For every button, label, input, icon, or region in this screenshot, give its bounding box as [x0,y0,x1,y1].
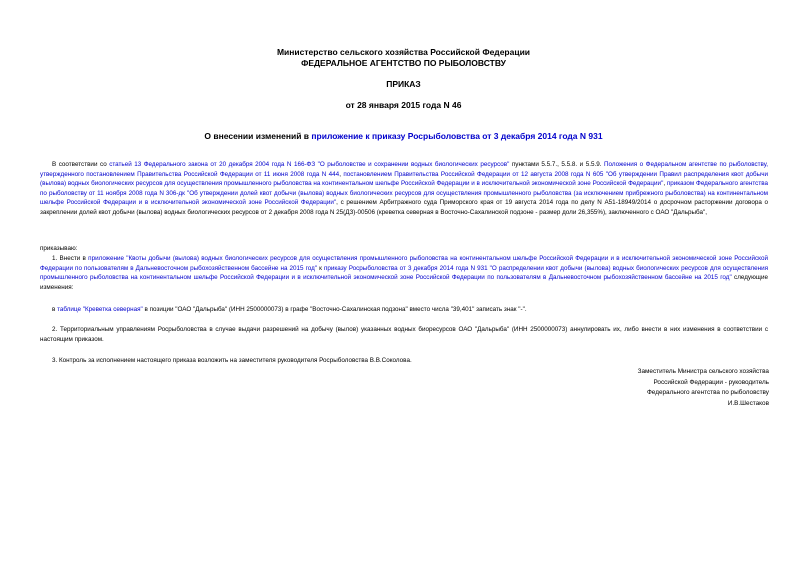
preamble-link-order[interactable]: приказом Федерального агентства по рыболовству от 11 ноября 2008 года N 306-дк "Об утверждении долей квот добычи (вылова) водных биологических ресурсов для осуществления промышленного рыболовства (за исключением прибрежного рыболовства) на континентальном шельфе Российской Федерации и в исключительной экономической зоне Российской Федерации" [40,180,768,207]
subitem-text: в позиции "ОАО "Дальрыба" (ИНН 2500000073) в графе "Восточно-Сахалинская подзона" вместо числа "39,401" записать знак "-". [142,306,527,313]
subitem [40,305,768,315]
signature-name: И.В.Шестаков [727,399,769,407]
subitem-text: в [52,306,58,313]
item-1-link-appendix[interactable]: приложение "Квоты добычи (вылова) водных биологических ресурсов для осуществления промышленного рыболовства на континентальном шельфе Российской Федерации и в исключительной экономической зоне Российской Федерации по пользователям в Дальневосточном рыбохозяйственном бассейне на 2015 год" [40,255,768,272]
title-prefix: О внесении изменений в [204,131,312,141]
item-1-text: к [317,264,324,272]
item-1-text: следующие изменения: [40,274,768,291]
signature-line: Федерального агентства по рыболовству [646,389,769,396]
preamble-link-law[interactable]: статьей 13 Федерального закона от 20 декабря 2004 года N 166-ФЗ "О рыболовстве и сохранении водных биологических ресурсов" [109,161,510,168]
preamble-link-resolution[interactable]: постановлением Правительства Российской Федерации от 12 августа 2008 года N 605 "Об утверждении Правил распределения квот добычи (вылова) водных биологических ресурсов для осуществления промышленного рыболовства на континентальном шельфе Российской Федерации и в исключительной экономической зоне Российской Федерации" [40,170,768,188]
item-2-text: 2. Территориальным управлениям Росрыболовства в случае выдачи разрешений на добычу (вылов) указанных водных биоресурсов ОАО "Дальрыба" (ИНН 2500000073) аннулировать их, либо внести в них изменения в соответствии с настоящим приказом. [40,326,768,343]
item-1 [40,254,768,292]
preamble-text: , с решением Арбитражного суда Приморского края от 19 августа 2014 года по делу N А51-18949/2014 о досрочном расторжении договора о закреплении долей квот добычи (вылова) водных биологических ресурсов от 2 декабря 2008 года N 25(ДЗ)-00506 (креветка северная в Восточно-Сахалинской подзоне - размер доли 26,355%), заключенного с ОАО "Дальрыба", [40,199,769,216]
doc-title [0,131,807,142]
title-link[interactable]: приложение к приказу Росрыболовства от 3 декабря 2014 года N 931 [311,131,603,141]
item-3-text: 3. Контроль за исполнением настоящего приказа возложить на заместителя руководителя Росрыболовства В.В.Соколова. [52,357,412,364]
agency-name: ФЕДЕРАЛЬНОЕ АГЕНТСТВО ПО РЫБОЛОВСТВУ [301,58,506,68]
item-3 [40,356,768,366]
ministry-name: Министерство сельского хозяйства Российской Федерации [276,47,531,57]
subitem-link-table[interactable]: таблице "Креветка северная" [57,306,143,313]
preamble-text: , [339,170,344,178]
item-1-link-order[interactable]: приказу Росрыболовства от 3 декабря 2014 года N 931 "О распределении квот добычи (вылова) водных биологических ресурсов для осуществления промышленного рыболовства на континентальном шельфе Российской Федерации и в исключительной экономической зоне Российской Федерации по пользователям в Дальневосточном рыбохозяйственном бассейне на 2015 год" [40,264,769,282]
order-word: приказываю: [40,245,78,252]
preamble-text: пунктами 5.5.7., 5.5.8. и 5.5.9. [509,161,604,168]
preamble-text: , [663,180,667,188]
preamble-link-regulation[interactable]: Положения о Федеральном агентстве по рыболовству, утвержденного постановлением Правительства Российской Федерации от 11 июня 2008 года N 444 [40,161,769,178]
preamble-text: В соответствии со [52,161,110,168]
signature-line: Российской Федерации - руководитель [653,378,769,386]
item-2 [40,325,768,344]
preamble [40,160,768,218]
signature-line: Заместитель Министра сельского хозяйства [637,368,769,375]
signature-block [638,367,769,409]
item-1-text: 1. Внести в [52,255,89,262]
doc-type: ПРИКАЗ [386,79,421,89]
doc-date-number: от 28 января 2015 года N 46 [345,100,462,110]
